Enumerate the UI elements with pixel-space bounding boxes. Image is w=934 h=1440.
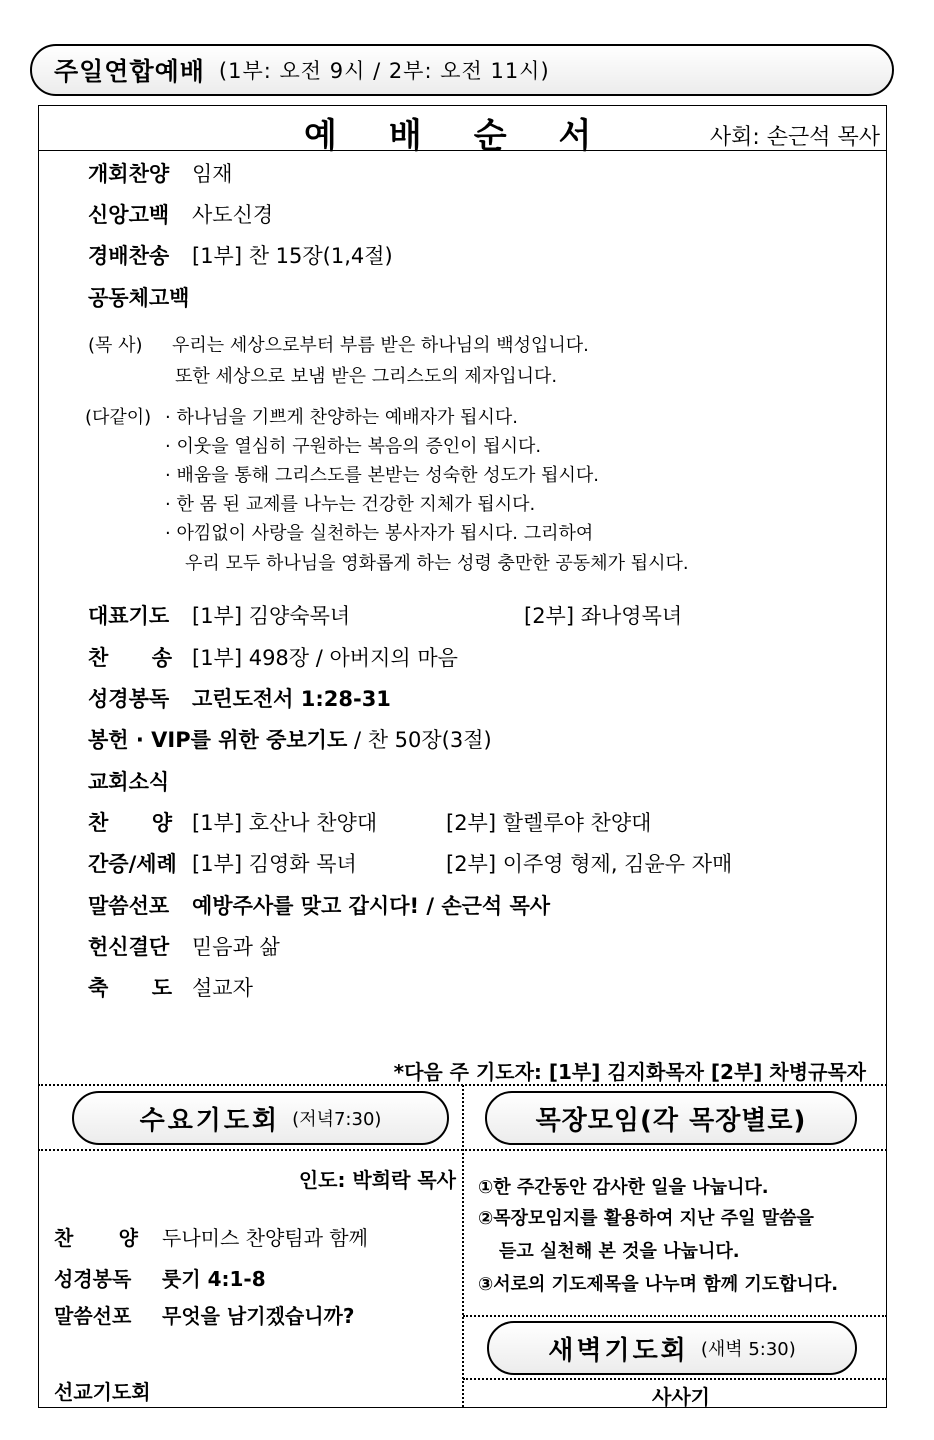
news-row: [88, 766, 169, 796]
cell-item-1: ①한 주간동안 감사한 일을 나눕니다.: [478, 1177, 769, 1198]
wednesday-banner: [72, 1091, 449, 1145]
wednesday-praise-value: 두나미스 찬양팀과 함께: [162, 1226, 368, 1250]
opening-hymn-row: [88, 158, 233, 188]
prayer-label: 대표기도: [88, 604, 170, 628]
dedication-label: 헌신결단: [88, 935, 170, 959]
creed-label: 신앙고백: [88, 203, 170, 227]
order-title: 예배순서: [304, 116, 644, 156]
cell-title: 목장모임(각 목장별로): [535, 1105, 807, 1136]
wednesday-sermon-value: 무엇을 남기겠습니까?: [162, 1304, 355, 1328]
service-title-banner: [30, 44, 894, 96]
divider-vertical: [462, 1085, 464, 1407]
praise-value-1: [1부] 호산나 찬양대: [192, 811, 378, 835]
prayer-row: [88, 600, 350, 630]
next-week-prayers: *다음 주 기도자: [1부] 김지화목자 [2부] 차병규목자: [393, 1060, 866, 1084]
wednesday-leader: 인도: 박희락 목사: [298, 1168, 456, 1192]
offering-value: / 찬 50장(3절): [347, 728, 492, 752]
cell-item-2: ②목장모임지를 활용하여 지난 주일 말씀을: [478, 1208, 814, 1229]
benediction-row: [88, 972, 253, 1002]
hymn-row: [88, 642, 458, 672]
dawn-time: (새벽 5:30): [700, 1339, 796, 1360]
divider-section-header: [38, 1149, 887, 1151]
mission-prayer: 선교기도회: [54, 1380, 151, 1404]
service-times: (1부: 오전 9시 / 2부: 오전 11시): [218, 59, 550, 83]
testimony-label: 간증/세례: [88, 852, 177, 876]
prayer-value-2: [2부] 좌나영목녀: [524, 604, 683, 628]
cell-item-2-cont: 듣고 실천해 본 것을 나눕니다.: [499, 1241, 740, 1262]
wednesday-praise-row: [54, 1222, 368, 1251]
dawn-title: 새벽기도회: [548, 1335, 689, 1366]
wednesday-title: 수요기도회: [139, 1105, 281, 1136]
all-line-6: 우리 모두 하나님을 영화롭게 하는 성령 충만한 공동체가 됩시다.: [185, 553, 689, 574]
dedication-row: [88, 931, 280, 961]
praise-row: [88, 807, 377, 837]
creed-row: [88, 199, 273, 229]
all-label: (다같이): [85, 407, 152, 428]
divider-dawn: [463, 1315, 887, 1317]
news-label: 교회소식: [88, 770, 170, 794]
praise-value-2: [2부] 할렐루야 찬양대: [446, 811, 652, 835]
all-line-5: · 아낌없이 사랑을 실천하는 봉사자가 됩시다. 그리하여: [165, 523, 594, 544]
wednesday-sermon-label: 말씀선포: [54, 1304, 132, 1328]
wednesday-sermon-row: [54, 1300, 354, 1329]
all-line-3: · 배움을 통해 그리스도를 본받는 성숙한 성도가 됩시다.: [165, 465, 600, 486]
confession-row: [88, 282, 189, 312]
all-line-1: · 하나님을 기쁘게 찬양하는 예배자가 됩시다.: [165, 407, 519, 428]
worship-hymn-label: 경배찬송: [88, 244, 170, 268]
wednesday-reading-row: [54, 1263, 266, 1292]
worship-hymn-value: [1부] 찬 15장(1,4절): [192, 244, 393, 268]
pastor-line-2: 또한 세상으로 보냄 받은 그리스도의 제자입니다.: [175, 366, 558, 387]
hymn-value: [1부] 498장 / 아버지의 마음: [192, 646, 458, 670]
testimony-row: [88, 848, 357, 878]
reading-row: [88, 683, 391, 713]
worship-hymn-row: [88, 240, 393, 270]
sermon-row: [88, 890, 550, 920]
cell-item-3: ③서로의 기도제목을 나누며 함께 기도합니다.: [478, 1274, 839, 1295]
offering-label: 봉헌 · VIP를 위한 중보기도: [88, 728, 348, 752]
praise-label: 찬 양: [88, 811, 172, 835]
testimony-value-1: [1부] 김영화 목녀: [192, 852, 357, 876]
service-title: 주일연합예배: [54, 57, 205, 86]
reading-value: 고린도전서 1:28-31: [192, 687, 391, 711]
prayer-value-1: [1부] 김양숙목녀: [192, 604, 351, 628]
order-header: [39, 106, 886, 156]
pastor-line-1: 우리는 세상으로부터 부름 받은 하나님의 백성입니다.: [172, 335, 589, 356]
wednesday-time: (저녁7:30): [292, 1109, 382, 1130]
divider-dawn-bottom: [463, 1378, 887, 1380]
wednesday-praise-label: 찬 양: [54, 1226, 138, 1250]
benediction-value: 설교자: [192, 976, 253, 1000]
all-line-2: · 이웃을 열심히 구원하는 복음의 증인이 됩시다.: [165, 436, 542, 457]
dawn-banner: [487, 1321, 857, 1375]
wednesday-reading-value: 룻기 4:1-8: [162, 1267, 266, 1291]
wednesday-reading-label: 성경봉독: [54, 1267, 132, 1291]
pastor-label: (목 사): [88, 335, 143, 356]
confession-label: 공동체고백: [88, 286, 190, 310]
testimony-value-2: [2부] 이주영 형제, 김윤우 자매: [446, 852, 733, 876]
all-line-4: · 한 몸 된 교제를 나누는 건강한 지체가 됩시다.: [165, 494, 536, 515]
opening-hymn-label: 개회찬양: [88, 162, 170, 186]
offering-row: [88, 724, 492, 754]
benediction-label: 축 도: [88, 976, 172, 1000]
creed-value: 사도신경: [192, 203, 274, 227]
opening-hymn-value: 임재: [192, 162, 233, 186]
dedication-value: 믿음과 삶: [192, 935, 280, 959]
dawn-text: 사사기: [652, 1385, 710, 1409]
sermon-value: 예방주사를 맞고 갑시다! / 손근석 목사: [192, 894, 551, 918]
reading-label: 성경봉독: [88, 687, 170, 711]
sermon-label: 말씀선포: [88, 894, 170, 918]
order-host: 사회: 손근석 목사: [709, 125, 880, 150]
cell-meeting-banner: [485, 1091, 857, 1145]
hymn-label: 찬 송: [88, 646, 172, 670]
